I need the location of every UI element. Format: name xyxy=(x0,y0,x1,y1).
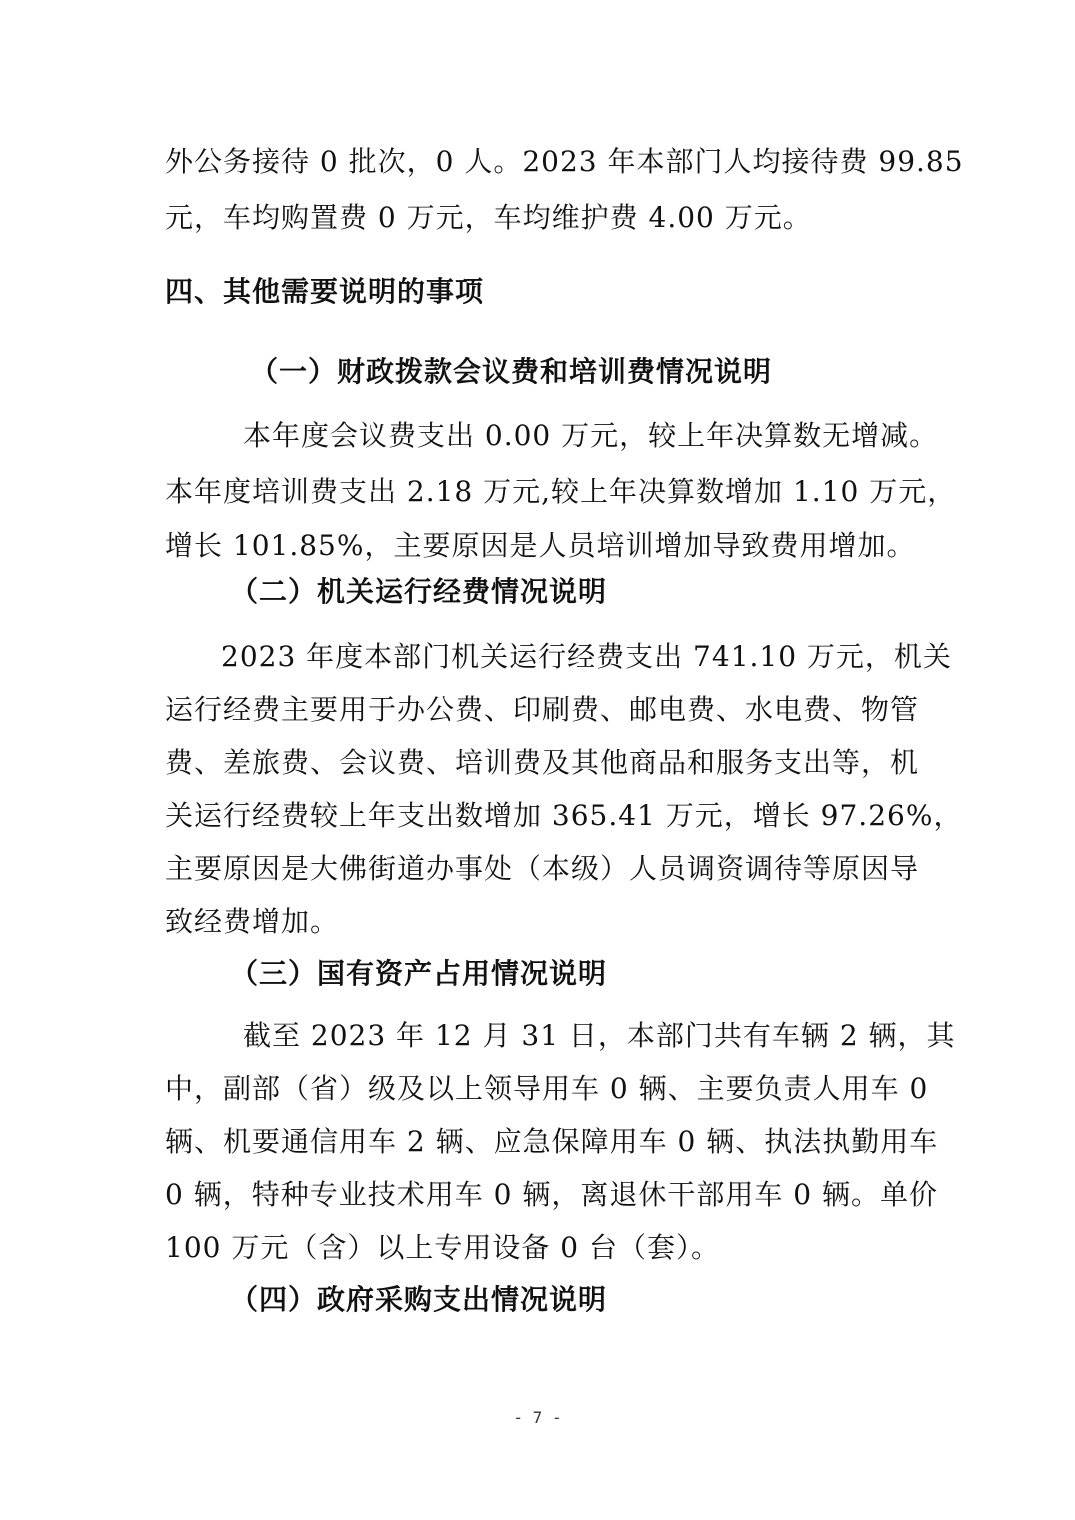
paragraph-line: 元，车均购置费 0 万元，车均维护费 4.00 万元。 xyxy=(165,201,812,234)
paragraph-line: 致经费增加。 xyxy=(165,905,340,938)
paragraph-line: 增长 101.85%，主要原因是人员培训增加导致费用增加。 xyxy=(165,529,916,562)
section-heading: 四、其他需要说明的事项 xyxy=(165,275,485,308)
paragraph-line: 费、差旅费、会议费、培训费及其他商品和服务支出等，机 xyxy=(165,746,920,779)
paragraph-line: 中，副部（省）级及以上领导用车 0 辆、主要负责人用车 0 xyxy=(165,1072,929,1105)
paragraph-line: 0 辆，特种专业技术用车 0 辆，离退休干部用车 0 辆。单价 xyxy=(165,1178,938,1211)
subsection-title: （一）财政拨款会议费和培训费情况说明 xyxy=(250,355,773,388)
paragraph-line: 本年度培训费支出 2.18 万元,较上年决算数增加 1.10 万元， xyxy=(165,475,957,508)
page-number: - 7 - xyxy=(513,1408,562,1427)
paragraph-line: 本年度会议费支出 0.00 万元，较上年决算数无增减。 xyxy=(243,419,939,452)
paragraph-line: 辆、机要通信用车 2 辆、应急保障用车 0 辆、执法执勤用车 xyxy=(165,1125,939,1158)
paragraph-line: 外公务接待 0 批次，0 人。2023 年本部门人均接待费 99.85 xyxy=(165,145,964,178)
subsection-title: （四）政府采购支出情况说明 xyxy=(230,1283,608,1316)
paragraph-line: 2023 年度本部门机关运行经费支出 741.10 万元，机关 xyxy=(221,640,952,673)
paragraph-line: 100 万元（含）以上专用设备 0 台（套）。 xyxy=(165,1231,720,1264)
paragraph-line: 主要原因是大佛街道办事处（本级）人员调资调待等原因导 xyxy=(165,852,920,885)
subsection-title: （三）国有资产占用情况说明 xyxy=(230,957,608,990)
paragraph-line: 截至 2023 年 12 月 31 日，本部门共有车辆 2 辆，其 xyxy=(243,1019,956,1052)
paragraph-line: 运行经费主要用于办公费、印刷费、邮电费、水电费、物管 xyxy=(165,693,920,726)
subsection-title: （二）机关运行经费情况说明 xyxy=(230,575,608,608)
paragraph-line: 关运行经费较上年支出数增加 365.41 万元，增长 97.26%， xyxy=(165,799,963,832)
